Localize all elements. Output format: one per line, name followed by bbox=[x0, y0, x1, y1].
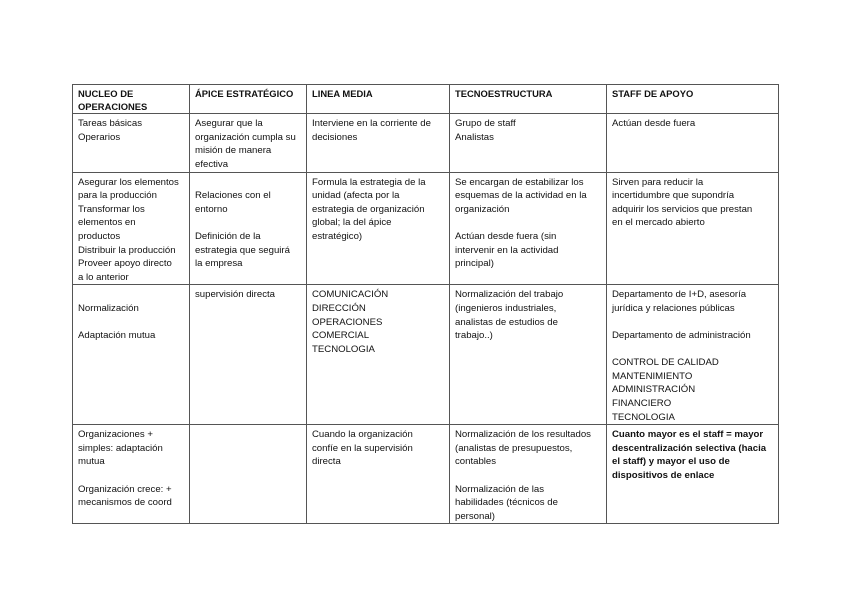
cell-line: ADMINISTRACIÓN bbox=[612, 384, 696, 396]
cell-line: simples: adaptación bbox=[78, 442, 163, 454]
cell-line: Organizaciones + bbox=[78, 429, 153, 441]
cell-line: (ingenieros industriales, bbox=[455, 302, 557, 314]
cell-line bbox=[195, 216, 301, 230]
header-apice: ÁPICE ESTRATÉGICO bbox=[190, 85, 307, 114]
cell-line: Asegurar los elementos bbox=[78, 176, 179, 188]
cell-line: personal) bbox=[455, 510, 495, 522]
cell-staff bbox=[607, 114, 779, 172]
cell-nucleo bbox=[73, 114, 190, 172]
cell-line: misión de manera bbox=[195, 145, 272, 157]
cell-line: habilidades (técnicos de bbox=[455, 497, 558, 509]
cell-line: mutua bbox=[78, 456, 105, 468]
cell-line: organización cumpla su bbox=[195, 131, 296, 143]
cell-tecnoestructura bbox=[450, 425, 607, 524]
cell-line: COMUNICACIÓN bbox=[312, 289, 389, 301]
cell-tecnoestructura bbox=[450, 114, 607, 172]
cell-line: mecanismos de coord bbox=[78, 497, 172, 509]
table-row bbox=[73, 285, 779, 425]
header-tecnoestructura: TECNOESTRUCTURA bbox=[450, 85, 607, 114]
cell-line: Proveer apoyo directo bbox=[78, 258, 172, 270]
cell-line: la empresa bbox=[195, 258, 243, 270]
cell-line: incertidumbre que supondría bbox=[612, 190, 735, 202]
cell-line: organización bbox=[455, 203, 510, 215]
cell-staff bbox=[607, 172, 779, 285]
cell-line: Distribuir la producción bbox=[78, 244, 176, 256]
cell-line: analistas de estudios de bbox=[455, 316, 558, 328]
cell-tecnoestructura bbox=[450, 285, 607, 425]
table-row bbox=[73, 114, 779, 172]
table-row bbox=[73, 172, 779, 285]
cell-line: Actúan desde fuera bbox=[612, 118, 696, 130]
cell-nucleo bbox=[73, 172, 190, 285]
cell-line: el staff) y mayor el uso de bbox=[612, 456, 730, 468]
cell-line: supervisión directa bbox=[195, 289, 275, 301]
cell-line: principal) bbox=[455, 258, 494, 270]
cell-line bbox=[612, 316, 773, 330]
cell-line bbox=[455, 216, 601, 230]
cell-line bbox=[455, 469, 601, 483]
cell-line: decisiones bbox=[312, 131, 358, 143]
cell-line: Normalización de los resultados bbox=[455, 429, 591, 441]
cell-line: Sirven para reducir la bbox=[612, 176, 704, 188]
organization-parts-table bbox=[72, 84, 779, 524]
cell-linea-media bbox=[307, 114, 450, 172]
cell-line: Interviene en la corriente de bbox=[312, 118, 431, 130]
cell-line: Cuanto mayor es el staff = mayor bbox=[612, 429, 764, 441]
header-row bbox=[73, 85, 779, 114]
cell-line bbox=[78, 316, 184, 330]
cell-line: CONTROL DE CALIDAD bbox=[612, 357, 719, 369]
cell-line: Normalización de las bbox=[455, 483, 545, 495]
cell-line: intervenir en la actividad bbox=[455, 244, 559, 256]
cell-line bbox=[78, 288, 184, 302]
cell-line bbox=[612, 343, 773, 357]
cell-linea-media bbox=[307, 425, 450, 524]
cell-line: estrategia de organización bbox=[312, 203, 425, 215]
cell-line: Organización crece: + bbox=[78, 483, 172, 495]
cell-linea-media bbox=[307, 172, 450, 285]
cell-line: Analistas bbox=[455, 131, 494, 143]
header-linea-media: LINEA MEDIA bbox=[307, 85, 450, 114]
header-staff: STAFF DE APOYO bbox=[607, 85, 779, 114]
cell-line: efectiva bbox=[195, 158, 229, 170]
cell-line: Operarios bbox=[78, 131, 121, 143]
cell-line: productos bbox=[78, 230, 121, 242]
cell-apice bbox=[190, 285, 307, 425]
cell-staff bbox=[607, 425, 779, 524]
cell-line: Normalización del trabajo bbox=[455, 289, 564, 301]
cell-apice bbox=[190, 172, 307, 285]
cell-line: DIRECCIÓN bbox=[312, 302, 366, 314]
cell-line: jurídica y relaciones públicas bbox=[612, 302, 735, 314]
cell-line: a lo anterior bbox=[78, 271, 129, 283]
cell-line: (analistas de presupuestos, bbox=[455, 442, 573, 454]
cell-line: Asegurar que la bbox=[195, 118, 263, 130]
cell-line: unidad (afecta por la bbox=[312, 190, 400, 202]
cell-line: Departamento de administración bbox=[612, 330, 751, 342]
cell-line: en el mercado abierto bbox=[612, 217, 705, 229]
cell-line: COMERCIAL bbox=[312, 330, 370, 342]
cell-line: trabajo..) bbox=[455, 330, 493, 342]
cell-line: dispositivos de enlace bbox=[612, 470, 715, 482]
cell-line: Grupo de staff bbox=[455, 118, 516, 130]
cell-staff bbox=[607, 285, 779, 425]
cell-apice bbox=[190, 425, 307, 524]
cell-line: OPERACIONES bbox=[312, 316, 383, 328]
cell-line: estratégico) bbox=[312, 230, 363, 242]
cell-line: Relaciones con el bbox=[195, 190, 271, 202]
cell-line: esquemas de la actividad en la bbox=[455, 190, 587, 202]
cell-linea-media bbox=[307, 285, 450, 425]
cell-line: Actúan desde fuera (sin bbox=[455, 230, 557, 242]
cell-line: entorno bbox=[195, 203, 228, 215]
cell-line: Tareas básicas bbox=[78, 118, 142, 130]
cell-line: TECNOLOGIA bbox=[312, 343, 375, 355]
cell-line: Normalización bbox=[78, 302, 139, 314]
cell-line: adquirir los servicios que prestan bbox=[612, 203, 753, 215]
cell-line: contables bbox=[455, 456, 497, 468]
cell-line: directa bbox=[312, 456, 341, 468]
cell-line: estrategia que seguirá bbox=[195, 244, 290, 256]
cell-line bbox=[78, 469, 184, 483]
cell-line: MANTENIMIENTO bbox=[612, 370, 693, 382]
cell-line: TECNOLOGIA bbox=[612, 411, 675, 423]
cell-nucleo bbox=[73, 425, 190, 524]
cell-line: FINANCIERO bbox=[612, 398, 672, 410]
cell-tecnoestructura bbox=[450, 172, 607, 285]
cell-apice bbox=[190, 114, 307, 172]
cell-line: Definición de la bbox=[195, 230, 261, 242]
cell-line: Transformar los bbox=[78, 203, 145, 215]
cell-line: Adaptación mutua bbox=[78, 330, 156, 342]
cell-line: descentralización selectiva (hacia bbox=[612, 442, 767, 454]
cell-line: Formula la estrategia de la bbox=[312, 176, 426, 188]
cell-nucleo bbox=[73, 285, 190, 425]
cell-line: Cuando la organización bbox=[312, 429, 413, 441]
table-row bbox=[73, 425, 779, 524]
cell-line: para la producción bbox=[78, 190, 157, 202]
header-nucleo: NUCLEO DE OPERACIONES bbox=[73, 85, 190, 114]
cell-line: global; la del ápice bbox=[312, 217, 392, 229]
cell-line: Se encargan de estabilizar los bbox=[455, 176, 584, 188]
cell-line: confíe en la supervisión bbox=[312, 442, 413, 454]
cell-line: Departamento de I+D, asesoría bbox=[612, 289, 747, 301]
cell-line bbox=[195, 176, 301, 190]
cell-line: elementos en bbox=[78, 217, 136, 229]
